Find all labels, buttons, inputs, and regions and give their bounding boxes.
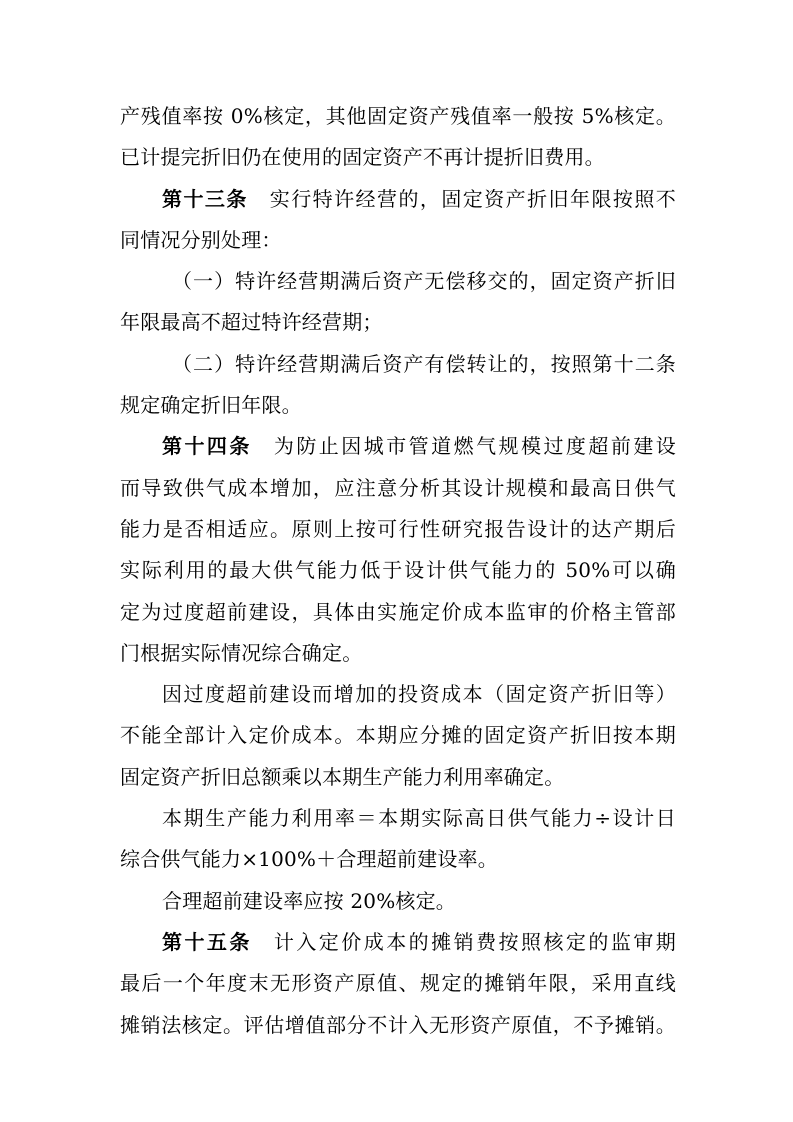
line-text: 综合供气能力×100%＋合理超前建设率。 [120, 847, 498, 872]
text-line [120, 468, 676, 509]
text-line [120, 963, 676, 1004]
line-text: 合理超前建设率应按 20%核定。 [162, 888, 457, 913]
line-text: 固定资产折旧总额乘以本期生产能力利用率确定。 [120, 764, 565, 789]
article-14-heading-line [120, 426, 676, 467]
list-item-line [120, 261, 676, 302]
paragraph-start-line [120, 881, 676, 922]
text-line [120, 839, 676, 880]
line-text: 计入定价成本的摊销费按照核定的监审期 [273, 929, 676, 954]
paragraph-start-line [120, 674, 676, 715]
line-text: （一）特许经营期满后资产无偿移交的，固定资产折旧 [172, 269, 676, 294]
line-text: 实行特许经营的，固定资产折旧年限按照不 [269, 186, 676, 211]
text-line [120, 633, 676, 674]
document-body [120, 96, 676, 1046]
line-text: 为防止因城市管道燃气规模过度超前建设 [273, 434, 676, 459]
text-line [120, 757, 676, 798]
text-line [120, 1005, 676, 1046]
list-item-line [120, 344, 676, 385]
line-text: 最后一个年度末无形资产原值、规定的摊销年限，采用直线 [120, 971, 676, 996]
text-line [120, 96, 676, 137]
article-13-heading-line [120, 179, 676, 220]
line-text: 年限最高不超过特许经营期； [120, 310, 383, 335]
line-text: 摊销法核定。评估增值部分不计入无形资产原值，不予摊销。 [120, 1012, 676, 1037]
line-text: 本期生产能力利用率＝本期实际高日供气能力÷设计日 [162, 806, 676, 831]
text-line [120, 509, 676, 550]
line-text: 而导致供气成本增加，应注意分析其设计规模和最高日供气 [120, 475, 676, 500]
text-line [120, 715, 676, 756]
line-text: 不能全部计入定价成本。本期应分摊的固定资产折旧按本期 [120, 723, 676, 748]
text-line [120, 592, 676, 633]
line-text: 门根据实际情况综合确定。 [120, 640, 363, 665]
line-text: 已计提完折旧仍在使用的固定资产不再计提折旧费用。 [120, 145, 605, 170]
text-line [120, 220, 676, 261]
text-line [120, 137, 676, 178]
line-text: 产残值率按 0%核定，其他固定资产残值率一般按 5%核定。 [120, 104, 676, 128]
text-line [120, 385, 676, 426]
line-text: 规定确定折旧年限。 [120, 393, 302, 418]
article-15-heading-line [120, 922, 676, 963]
line-text: 定为过度超前建设，具体由实施定价成本监审的价格主管部 [120, 599, 676, 624]
article-number: 第十四条 [162, 434, 252, 459]
line-text: 因过度超前建设而增加的投资成本（固定资产折旧等） [162, 682, 676, 707]
text-line [120, 302, 676, 343]
article-number: 第十五条 [162, 929, 252, 954]
line-text: 能力是否相适应。原则上按可行性研究报告设计的达产期后 [120, 516, 676, 541]
line-text: （二）特许经营期满后资产有偿转让的，按照第十二条 [172, 351, 676, 376]
formula-line [120, 798, 676, 839]
text-line [120, 550, 676, 591]
line-text: 同情况分别处理： [120, 227, 282, 252]
line-text: 实际利用的最大供气能力低于设计供气能力的 50%可以确 [120, 558, 676, 583]
article-number: 第十三条 [162, 186, 248, 211]
